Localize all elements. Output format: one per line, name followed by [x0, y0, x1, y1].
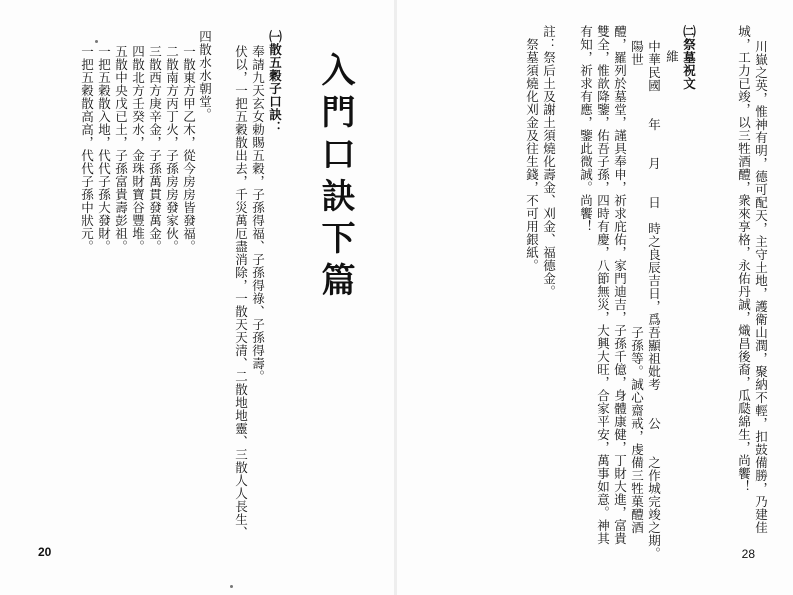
- section-heading: ㈠散五穀子口訣：: [267, 30, 283, 134]
- text-line: 中華民國 年 月 日 時之良辰吉日，爲吾顯祖妣考 公 之作城完竣之期。: [646, 40, 662, 560]
- text-line: 維: [664, 50, 680, 63]
- page-number: 20: [38, 545, 52, 559]
- paragraph: 四散水水朝堂。: [197, 30, 213, 121]
- section-heading: ㈡祭墓祝文: [681, 25, 697, 90]
- left-page: [0, 0, 396, 595]
- chant-line: 一把五穀散入地，代代子孫大發財。: [96, 45, 112, 253]
- text-line: 醴，羅列於墓堂，謹具奉申，祈求庇佑，家門迪吉，子孫千億，身體康健，丁財大進，富貴: [612, 25, 628, 545]
- chant-line: 一把五穀散高高，代代子孫中狀元。: [79, 45, 95, 253]
- chant-line: 三散西方庚辛金，子孫萬貫發萬金。: [147, 45, 163, 253]
- speck: [95, 40, 98, 43]
- paragraph: 奉請九天玄女勅賜五穀，子孫得福、子孫得祿、子孫得壽。: [250, 45, 266, 383]
- note-line: 祭墓須燒化刈金及往生錢，不可用銀紙。: [524, 25, 540, 272]
- chant-line: 五散中央戊已土，子孫富貴壽彭祖。: [113, 45, 129, 253]
- chant-line: 一散東方甲乙木，從今房房皆發福。: [181, 45, 197, 253]
- text-line: 陽世 子孫等。誠心齋戒，虔備三牲菓醴酒: [629, 40, 645, 534]
- chapter-title: 入門口訣下篇: [315, 52, 355, 304]
- right-page: [397, 0, 793, 595]
- chant-line: 四散北方壬癸水，金珠財寶谷豐堆。: [130, 45, 146, 253]
- text-line: 城，工力已竣，以三牲酒醴，衆來享格，永佑丹誠，熾昌後裔，瓜瓞綿生，尚饗！: [736, 25, 752, 493]
- paragraph: 伏以，一把五穀散出去，千災萬厄盡消除，一散天天清、二散地地靈、三散人人長生、: [233, 45, 249, 539]
- speck: [230, 585, 233, 588]
- page-number: 28: [741, 547, 755, 561]
- text-line: 有知，祈求有應，鑒此微誠。尚饗！: [578, 25, 594, 233]
- chant-line: 二散南方丙丁火，子孫房房發家伙。: [164, 45, 180, 253]
- text-line: 雙全，惟歆降鑒，佑吾子孫，四時有慶，八節無災，大興大旺，合家平安，萬事如意。神其: [595, 25, 611, 545]
- text-line: 川嶽之英，惟神有明，德可配天，主守土地，護衛山潤，聚納不輕，扣鼓備勝，乃建佳: [753, 40, 769, 534]
- note-line: 註：祭后土及謝土須燒化壽金、刈金、福德金。: [541, 25, 557, 298]
